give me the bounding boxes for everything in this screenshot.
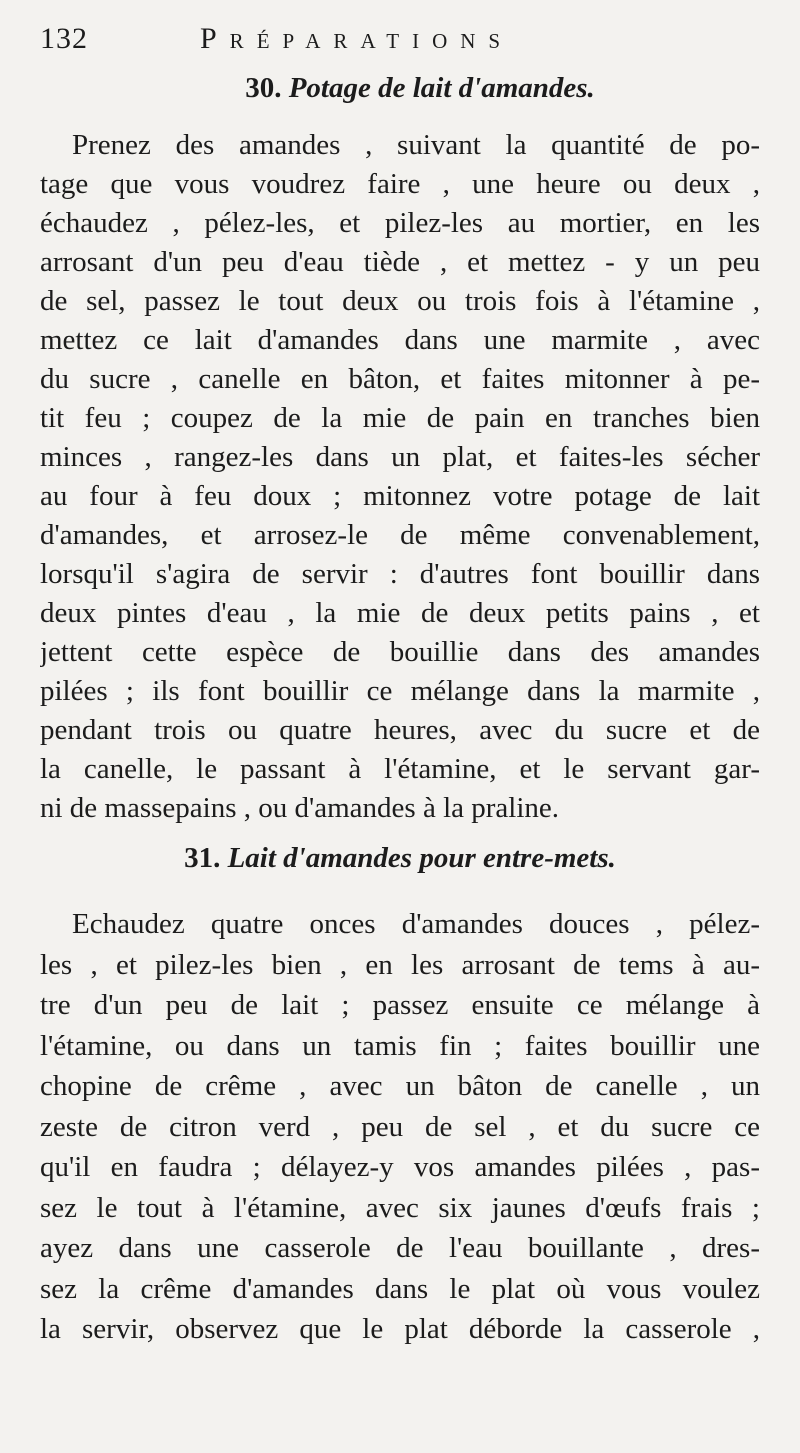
text-line: sez le tout à l'étamine, avec six jaunes d'œufs frais ; <box>40 1191 760 1224</box>
text-line: sez la crême d'amandes dans le plat où vous voulez <box>40 1272 760 1305</box>
text-line: d'amandes, et arrosez-le de même convenablement, <box>40 519 760 551</box>
text-line: ni de massepains , ou d'amandes à la praline. <box>40 792 560 824</box>
page-number: 132 <box>40 22 88 55</box>
text-line: arrosant d'un peu d'eau tiède , et mettez - y un peu <box>40 246 760 278</box>
text-line: échaudez , pélez-les, et pilez-les au mortier, en les <box>40 207 760 239</box>
section-title: Lait d'amandes pour entre-mets. <box>227 842 616 874</box>
section-number: 30. <box>245 72 282 104</box>
text-line: tit feu ; coupez de la mie de pain en tranches bien <box>40 402 760 434</box>
text-line: mettez ce lait d'amandes dans une marmite , avec <box>40 324 760 356</box>
text-line: tage que vous voudrez faire , une heure ou deux , <box>40 168 760 200</box>
text-line: pendant trois ou quatre heures, avec du sucre et de <box>40 714 760 746</box>
text-line: la servir, observez que le plat déborde la casserole , <box>40 1313 760 1345</box>
text-line: deux pintes d'eau , la mie de deux petits pains , et <box>40 597 760 629</box>
section-body-30 <box>40 126 760 828</box>
text-line: lorsqu'il s'agira de servir : d'autres font bouillir dans <box>40 558 760 590</box>
text-line: qu'il en faudra ; délayez-y vos amandes pilées , pas- <box>40 1151 760 1183</box>
text-line: Prenez des amandes , suivant la quantité de po- <box>72 129 760 161</box>
text-line: de sel, passez le tout deux ou trois fois à l'étamine , <box>40 285 760 317</box>
text-line: ayez dans une casserole de l'eau bouillante , dres- <box>40 1232 760 1264</box>
text-line: minces , rangez-les dans un plat, et faites-les sécher <box>40 441 760 473</box>
section-title: Potage de lait d'amandes. <box>288 72 595 104</box>
section-heading-30 <box>40 68 760 108</box>
running-head <box>40 18 760 64</box>
text-line: au four à feu doux ; mitonnez votre potage de lait <box>40 480 760 512</box>
text-line: zeste de citron verd , peu de sel , et du sucre ce <box>40 1110 760 1143</box>
section-body-31 <box>40 904 760 1350</box>
text-line: jettent cette espèce de bouillie dans des amandes <box>40 636 760 668</box>
running-title: Préparations <box>200 22 514 55</box>
text-line: pilées ; ils font bouillir ce mélange dans la marmite , <box>40 675 760 707</box>
text-line: tre d'un peu de lait ; passez ensuite ce mélange à <box>40 989 760 1021</box>
text-line: les , et pilez-les bien , en les arrosant de tems à au- <box>40 948 760 981</box>
text-line: chopine de crême , avec un bâton de canelle , un <box>40 1070 760 1102</box>
text-line: Echaudez quatre onces d'amandes douces , pélez- <box>72 908 760 940</box>
section-number: 31. <box>184 842 221 874</box>
text-line: l'étamine, ou dans un tamis fin ; faites bouillir une <box>40 1029 760 1062</box>
text-line: la canelle, le passant à l'étamine, et le servant gar- <box>40 753 760 785</box>
text-line: du sucre , canelle en bâton, et faites mitonner à pe- <box>40 363 760 395</box>
section-heading-31 <box>40 838 760 878</box>
